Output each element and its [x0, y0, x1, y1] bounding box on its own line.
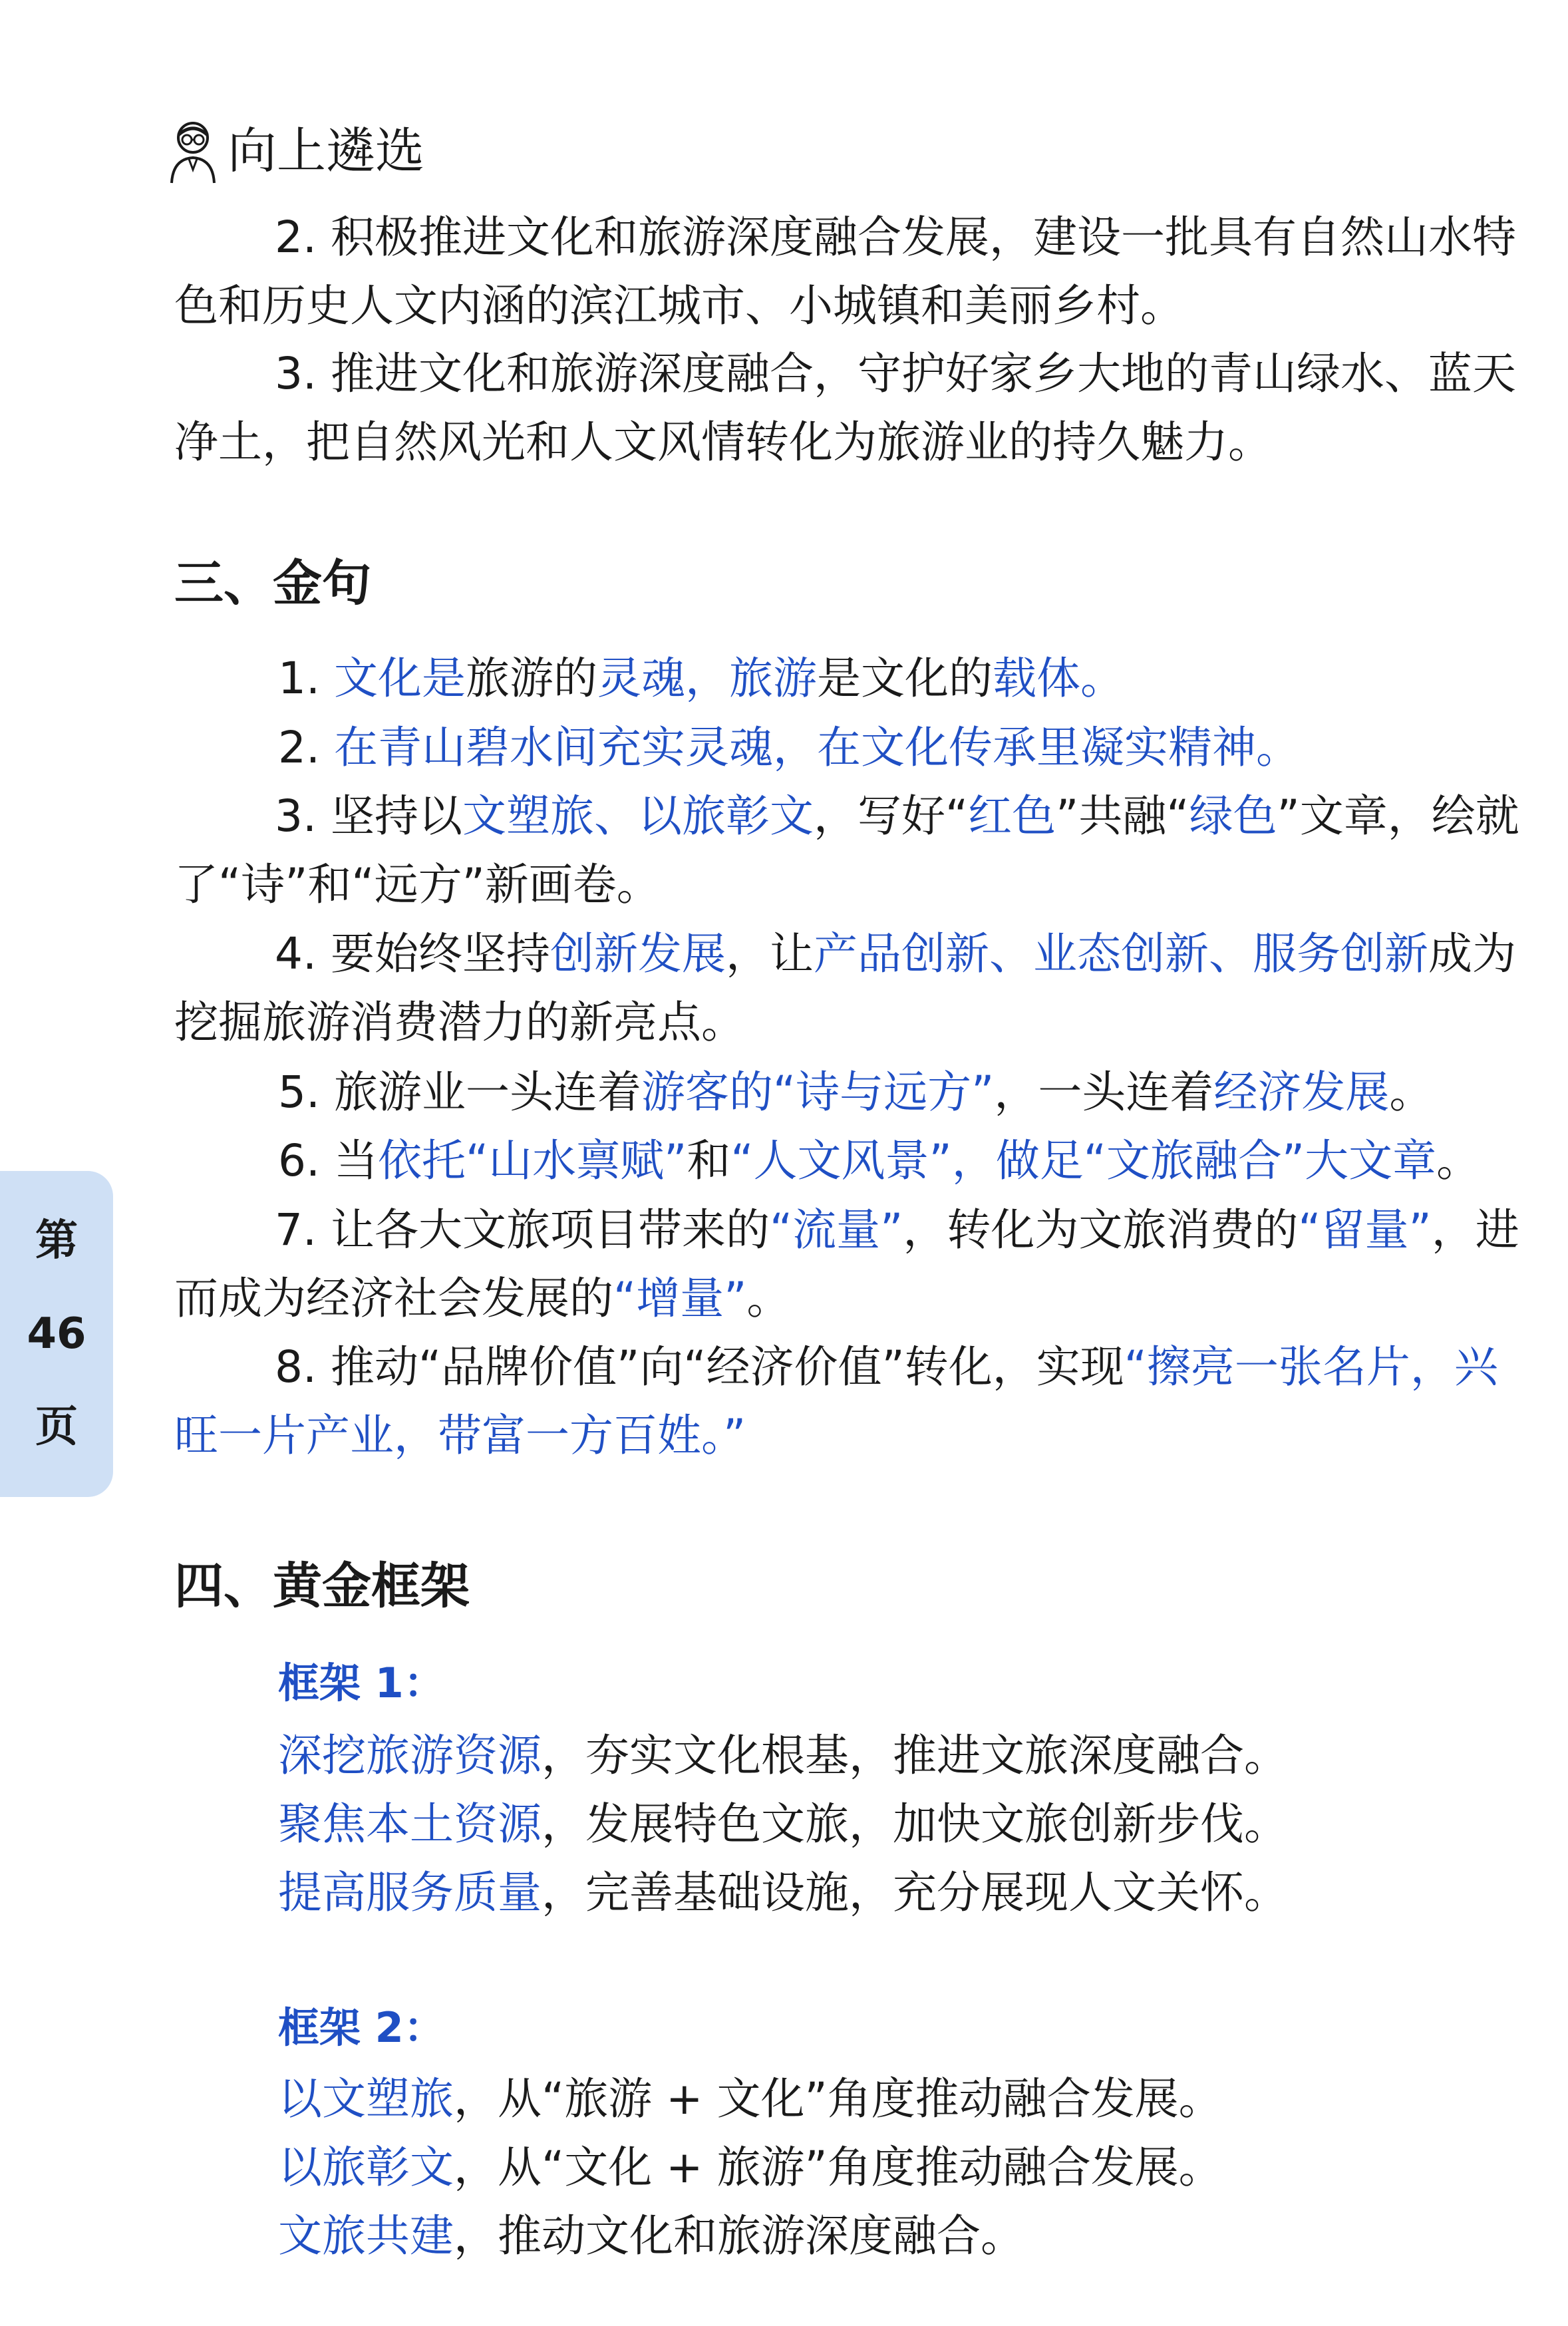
quote-3: 3. 坚持以文塑旅、以旅彰文，写好“红色”共融“绿色”文章，绘就了“诗”和“远方”新画卷。 [174, 790, 1519, 910]
framework-2-line: 以文塑旅，从“旅游 + 文化”角度推动融合发展。 [278, 2073, 1223, 2124]
framework-2-line: 以旅彰文，从“文化 + 旅游”角度推动融合发展。 [278, 2142, 1223, 2193]
page-number-tab [0, 1171, 113, 1497]
quote-4: 4. 要始终坚持创新发展，让产品创新、业态创新、服务创新成为挖掘旅游消费潜力的新亮点。 [174, 928, 1516, 1048]
quote-5: 5. 旅游业一头连着游客的“诗与远方”，一头连着经济发展。 [278, 1067, 1434, 1118]
page-number: 46 [27, 1309, 86, 1359]
quote-1: 1. 文化是旅游的灵魂，旅游是文化的载体。 [278, 653, 1124, 704]
quote-8: 8. 推动“品牌价值”向“经济价值”转化，实现“擦亮一张名片，兴旺一片产业，带富一方百姓。” [174, 1341, 1498, 1461]
page-tab-char: 页 [35, 1403, 78, 1452]
section-header [166, 114, 424, 188]
quote-6: 6. 当依托“山水禀赋”和“人文风景”，做足“文旅融合”大文章。 [278, 1135, 1481, 1186]
page-tab-char: 第 [35, 1216, 78, 1265]
framework-1-line: 提高服务质量，完善基础设施，充分展现人文关怀。 [278, 1867, 1288, 1918]
framework-2-line: 文旅共建，推动文化和旅游深度融合。 [278, 2210, 1024, 2261]
framework-1-title: 框架 1： [278, 1659, 445, 1707]
quote-7: 7. 让各大文旅项目带来的“流量”，转化为文旅消费的“留量”，进而成为经济社会发展的“增量”。 [174, 1204, 1519, 1324]
person-glasses-icon [166, 118, 220, 184]
paragraph-2: 2. 积极推进文化和旅游深度融合发展，建设一批具有自然山水特色和历史人文内涵的滨江城市、小城镇和美丽乡村。 [174, 212, 1516, 331]
section-4-title: 四、黄金框架 [174, 1558, 470, 1615]
quote-2: 2. 在青山碧水间充实灵魂，在文化传承里凝实精神。 [278, 722, 1300, 773]
paragraph-3: 3. 推进文化和旅游深度融合，守护好家乡大地的青山绿水、蓝天净土，把自然风光和人文风情转化为旅游业的持久魅力。 [174, 348, 1516, 468]
framework-1-line: 深挖旅游资源，夯实文化根基，推进文旅深度融合。 [278, 1730, 1288, 1781]
framework-1-line: 聚焦本土资源，发展特色文旅，加快文旅创新步伐。 [278, 1798, 1288, 1850]
header-title: 向上遴选 [228, 122, 424, 180]
section-3-title: 三、金句 [174, 555, 371, 612]
framework-2-title: 框架 2： [278, 2003, 445, 2052]
